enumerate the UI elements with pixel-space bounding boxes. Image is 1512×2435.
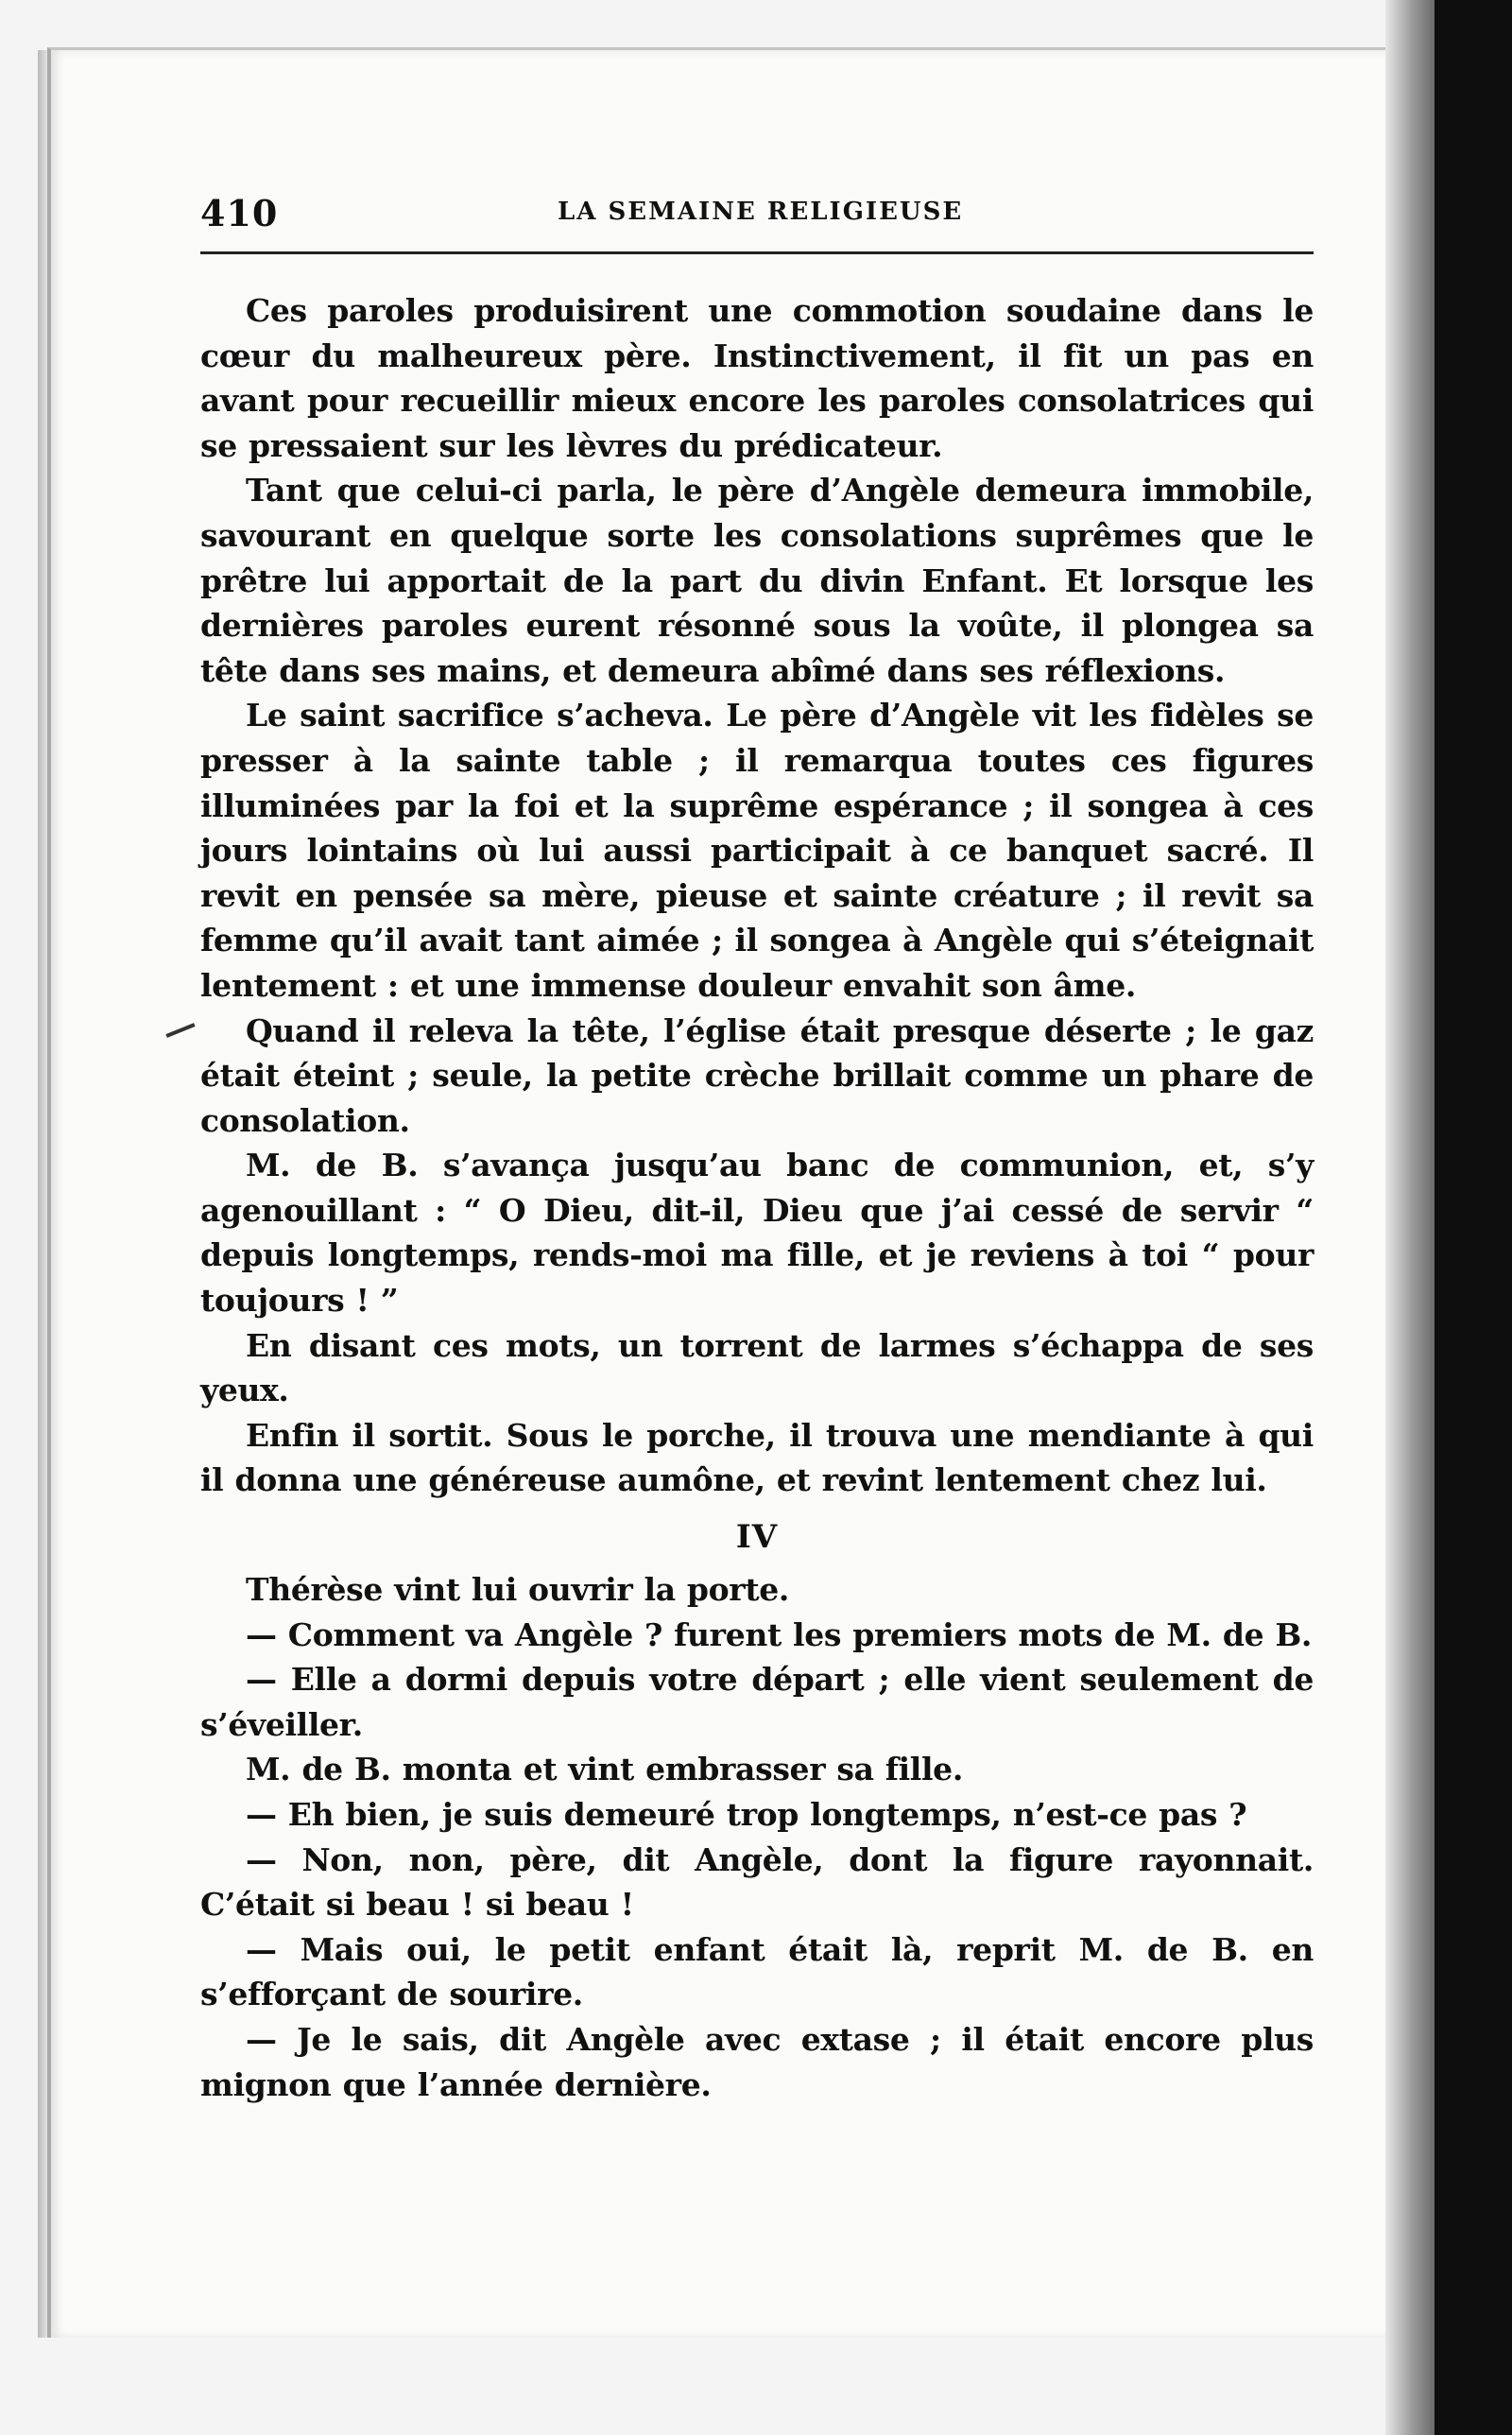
paragraph: M. de B. monta et vint embrasser sa fille.	[246, 1751, 963, 1788]
paragraph: Enfin il sortit. Sous le porche, il trouva une mendiante à qui il donna une généreuse aumône, et revint lentement chez lui.	[200, 1416, 1314, 1499]
page-number: 410	[200, 192, 279, 234]
running-title: LA SEMAINE RELIGIEUSE	[558, 198, 964, 226]
dialogue-line: — Elle a dormi depuis votre départ ; elle vient seulement de s’éveiller.	[200, 1661, 1314, 1743]
page-gutter-shadow	[1385, 0, 1435, 2435]
paragraph: En disant ces mots, un torrent de larmes s’échappa de ses yeux.	[200, 1326, 1314, 1409]
paragraph: Ces paroles produisirent une commotion soudaine dans le cœur du malheureux père. Instinctivement, il fit un pas en avant pour recueillir mieux encore les paroles consolatrices qui se pressaient sur les lèvres du prédicateur.	[200, 292, 1314, 464]
paragraph: Tant que celui-ci parla, le père d’Angèle demeura immobile, savourant en quelque sorte les consolations suprêmes que le prêtre lui apportait de la part du divin Enfant. Et lorsque les dernières paroles eurent résonné sous la voûte, il plongea sa tête dans ses mains, et demeura abîmé dans ses réflexions.	[200, 472, 1314, 689]
paragraph: Thérèse vint lui ouvrir la porte.	[246, 1571, 790, 1609]
running-header	[200, 192, 1314, 239]
paragraph: Le saint sacrifice s’acheva. Le père d’Angèle vit les fidèles se presser à la sainte table ; il remarqua toutes ces figures illuminées par la foi et la suprême espérance ; il songea à ces jours lointains où lui aussi participait à ce banquet sacré. Il revit en pensée sa mère, pieuse et sainte créature ; il revit sa femme qu’il avait tant aimée ; il songea à Angèle qui s’éteignait lentement : et une immense douleur envahit son âme.	[200, 697, 1314, 1004]
section-heading: IV	[735, 1518, 779, 1557]
dialogue-line: — Je le sais, dit Angèle avec extase ; il était encore plus mignon que l’année dernière.	[200, 2020, 1314, 2103]
paragraph: Quand il releva la tête, l’église était presque déserte ; le gaz était éteint ; seule, la petite crèche brillait comme un phare de consolation.	[200, 1011, 1314, 1139]
dialogue-line: — Mais oui, le petit enfant était là, reprit M. de B. en s’efforçant de sourire.	[200, 1930, 1314, 2013]
scan-edge-border	[1435, 0, 1512, 2435]
dialogue-line: — Comment va Angèle ? furent les premiers mots de M. de B.	[246, 1615, 1313, 1653]
paragraph: M. de B. s’avança jusqu’au banc de communion, et, s’y agenouillant : “ O Dieu, dit-il, Dieu que j’ai cessé de servir “ depuis longtemps, rends-moi ma fille, et je reviens à toi “ pour toujours ! ”	[200, 1147, 1314, 1320]
dialogue-line: — Non, non, père, dit Angèle, dont la figure rayonnait. C’était si beau ! si beau !	[200, 1840, 1314, 1924]
header-rule	[200, 251, 1314, 254]
book-page	[200, 192, 1314, 2107]
dialogue-line: — Eh bien, je suis demeuré trop longtemps, n’est-ce pas ?	[246, 1796, 1247, 1833]
body-text	[200, 288, 1314, 2107]
